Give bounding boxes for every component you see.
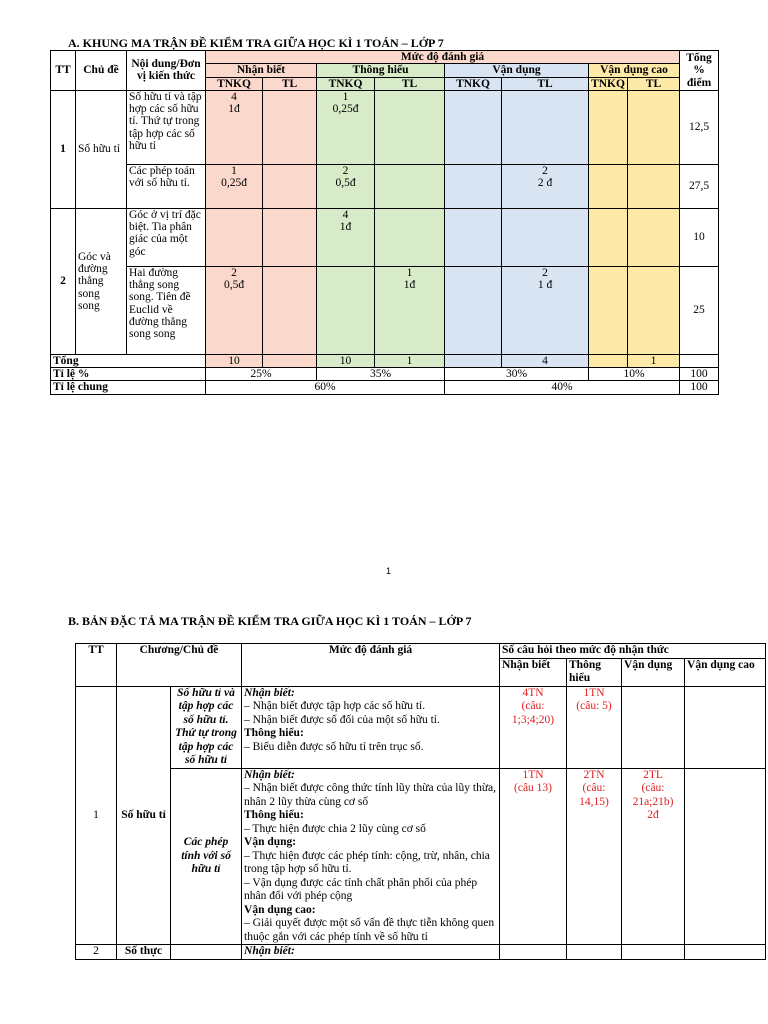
count-nb: 4TN (câu: 1;3;4;20) [500,686,567,768]
row-total: 12,5 [680,90,719,164]
count-vd: 2TL (câu: 21a;21b) 2đ [622,768,685,945]
header-van-dung-cao: Vận dụng cao [589,64,680,77]
count-th [567,945,622,960]
header-muc-do: Mức độ đánh giá [242,644,500,687]
tong-cell: 10 [206,354,263,367]
row-topic: Số hữu tỉ và tập hợp các số hữu tỉ. Thứ tự trong tập hợp các số hữu tỉ [171,686,242,768]
matrix-table [50,50,719,395]
header-tl: TL [263,77,317,90]
tong-total [680,354,719,367]
header-th: Thông hiểu [567,658,622,686]
matrix-cell [628,164,680,208]
row-total: 27,5 [680,164,719,208]
count-vdc [685,768,766,945]
row-total: 10 [680,208,719,266]
row-topic: Số hữu tỉ [76,90,127,208]
matrix-cell [502,90,589,164]
tong-cell: 1 [628,354,680,367]
section-a-title: A. KHUNG MA TRẬN ĐỀ KIỂM TRA GIỮA HỌC KÌ 1 TOÁN – LỚP 7 [68,36,444,50]
count-th: 1TN (câu: 5) [567,686,622,768]
row-description [242,768,500,945]
row-tile-label: Tỉ lệ % [51,368,206,381]
matrix-cell [375,164,445,208]
row-tong-label: Tổng [51,354,206,367]
matrix-row [51,266,719,354]
matrix-cell: 2 2 đ [502,164,589,208]
matrix-row [51,90,719,164]
header-muc-do: Mức độ đánh giá [206,51,680,64]
description-line: – Nhận biết được số đối của một số hữu tỉ. [244,713,440,726]
header-tl: TL [375,77,445,90]
matrix-cell: 1 0,25đ [317,90,375,164]
section-b-title: B. BẢN ĐẶC TẢ MA TRẬN ĐỀ KIỂM TRA GIỮA HỌC KÌ 1 TOÁN – LỚP 7 [68,614,472,628]
matrix-cell [263,90,317,164]
header-tnkq: TNKQ [589,77,628,90]
row-tt: 2 [76,945,117,960]
spec-table [75,643,766,960]
description-line: – Nhận biết được tập hợp các số hữu tỉ. [244,700,426,712]
header-chuong: Chương/Chủ đề [117,644,242,687]
count-vd [622,945,685,960]
description-line: Thông hiểu: [244,809,304,821]
matrix-cell: 1 1đ [375,266,445,354]
tong-cell: 4 [502,354,589,367]
description-line: – Thực hiện được các phép tính: cộng, trừ, nhân, chia trong tập hợp số hữu tỉ. [244,849,490,875]
count-nb: 1TN (câu 13) [500,768,567,945]
matrix-cell: 4 1đ [206,90,263,164]
description-line: – Vận dụng được các tính chất phân phối của phép nhân đối với phép cộng [244,876,478,902]
matrix-cell [375,90,445,164]
tong-cell [445,354,502,367]
row-content: Số hữu tỉ và tập hợp các số hữu tỉ. Thứ tự trong tập hợp các số hữu tỉ [127,90,206,164]
row-content: Hai đường thẳng song song. Tiên đề Euclid về đường thẳng song song [127,266,206,354]
row-description [242,945,500,960]
matrix-row [51,208,719,266]
matrix-cell [628,90,680,164]
row-tt: 1 [51,90,76,208]
row-topic: Góc và đường thẳng song song [76,208,127,354]
matrix-cell: 2 0,5đ [206,266,263,354]
tong-cell [589,354,628,367]
tile-van-dung: 30% [445,368,589,381]
header-tong: Tổng % điểm [680,51,719,91]
matrix-cell [445,208,502,266]
matrix-cell [628,266,680,354]
row-content: Các phép toán với số hữu tỉ. [127,164,206,208]
description-line: – Giải quyết được một số vấn đề thực tiễn không quen thuộc gắn với các phép tính về số hữu tỉ [244,917,495,943]
count-vd [622,686,685,768]
matrix-cell: 2 1 đ [502,266,589,354]
matrix-cell [589,90,628,164]
header-vd: Vận dụng [622,658,685,686]
count-vdc [685,686,766,768]
description-line: Vận dụng cao: [244,903,316,916]
description-line: – Nhận biết được công thức tính lũy thừa của lũy thừa, nhân 2 lũy thừa cùng cơ số [244,782,497,808]
row-tt: 1 [76,686,117,945]
row-content: Góc ở vị trí đặc biệt. Tia phân giác của một góc [127,208,206,266]
tlc-total: 100 [680,381,719,394]
row-chapter: Số thực [117,945,171,960]
matrix-cell: 2 0,5đ [317,164,375,208]
header-chu-de: Chủ đề [76,51,127,91]
matrix-cell: 4 1đ [317,208,375,266]
tlc-b: 40% [445,381,680,394]
tile-nhan-biet: 25% [206,368,317,381]
header-tnkq: TNKQ [445,77,502,90]
matrix-cell [589,164,628,208]
header-thong-hieu: Thông hiểu [317,64,445,77]
matrix-cell [263,208,317,266]
count-th: 2TN (câu: 14,15) [567,768,622,945]
tile-thong-hieu: 35% [317,368,445,381]
matrix-cell [263,164,317,208]
tong-cell: 1 [375,354,445,367]
header-van-dung: Vận dụng [445,64,589,77]
matrix-cell: 1 0,25đ [206,164,263,208]
description-line: Nhận biết: [244,945,295,957]
header-nb: Nhận biết [500,658,567,686]
tlc-a: 60% [206,381,445,394]
header-noi-dung: Nội dung/Đơn vị kiến thức [127,51,206,91]
matrix-cell [263,266,317,354]
tile-total: 100 [680,368,719,381]
header-tnkq: TNKQ [317,77,375,90]
tong-cell: 10 [317,354,375,367]
row-total: 25 [680,266,719,354]
description-line: Nhận biết: [244,768,295,781]
spec-row [76,945,766,960]
row-description [242,686,500,768]
row-tt: 2 [51,208,76,354]
description-line: Thông hiểu: [244,727,304,739]
header-tt: TT [76,644,117,687]
spec-row [76,686,766,768]
matrix-row [51,164,719,208]
row-tlc-label: Tỉ lệ chung [51,381,206,394]
matrix-cell [589,208,628,266]
matrix-cell [445,266,502,354]
count-vdc [685,945,766,960]
row-topic: Các phép tính với số hữu tỉ [171,768,242,945]
header-tl: TL [628,77,680,90]
matrix-cell [445,90,502,164]
description-line: – Thực hiện được chia 2 lũy cùng cơ số [244,822,426,835]
tile-van-dung-cao: 10% [589,368,680,381]
matrix-cell [445,164,502,208]
tong-cell [263,354,317,367]
description-line: – Biểu diễn được số hữu tỉ trên trục số. [244,740,424,753]
header-nhan-biet: Nhận biết [206,64,317,77]
header-tnkq: TNKQ [206,77,263,90]
matrix-cell [628,208,680,266]
matrix-cell [206,208,263,266]
header-tl: TL [502,77,589,90]
matrix-cell [502,208,589,266]
row-topic [171,945,242,960]
spec-row [76,768,766,945]
page-number: 1 [386,566,392,576]
matrix-cell [317,266,375,354]
matrix-cell [375,208,445,266]
description-line: Vận dụng: [244,836,297,848]
count-nb [500,945,567,960]
header-tt: TT [51,51,76,91]
matrix-cell [589,266,628,354]
description-line: Nhận biết: [244,686,295,699]
row-chapter: Số hữu tỉ [117,686,171,945]
header-vdc: Vận dụng cao [685,658,766,686]
header-so-cau: Số câu hỏi theo mức độ nhận thức [500,644,766,659]
